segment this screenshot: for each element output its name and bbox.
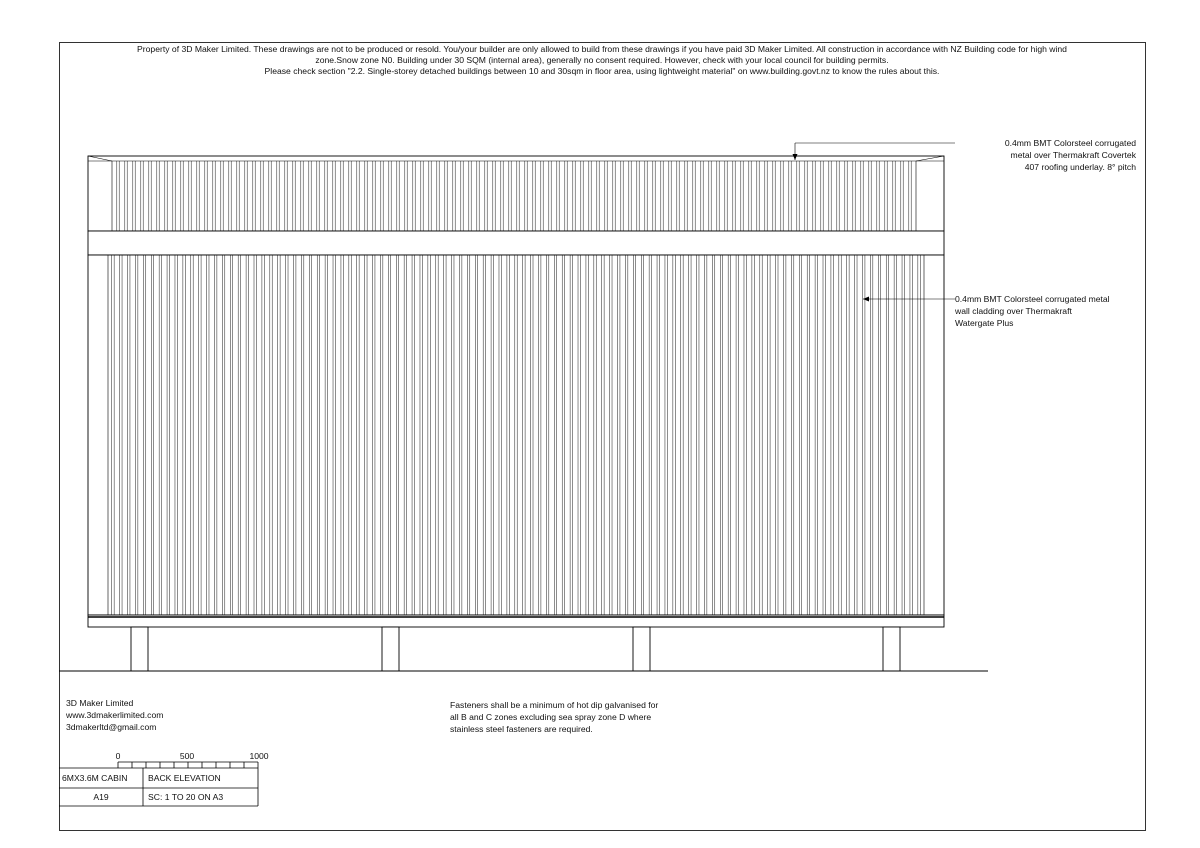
pier: [633, 627, 650, 671]
pier: [382, 627, 399, 671]
pier: [883, 627, 900, 671]
scale-label-1000: 1000: [249, 751, 269, 761]
title-scale: SC: 1 TO 20 ON A3: [148, 792, 224, 802]
roof-annotation-line-1: 0.4mm BMT Colorsteel corrugated: [1004, 138, 1136, 148]
wall-annotation-line-2: wall cladding over Thermakraft: [955, 306, 1072, 316]
title-view: BACK ELEVATION: [148, 773, 221, 783]
fastener-note-line-2: all B and C zones excluding sea spray zone D where: [450, 712, 652, 722]
piers: [131, 627, 900, 671]
scale-label-500: 500: [179, 751, 195, 761]
scale-bar: [118, 762, 258, 768]
company-email: 3dmakerltd@gmail.com: [66, 722, 157, 732]
title-project: 6MX3.6M CABIN: [62, 773, 128, 783]
fascia-band: [88, 231, 944, 255]
roof-outline: [88, 156, 944, 231]
header-note-line-2: zone.Snow zone N0. Building under 30 SQM (internal area), generally no consent required. However, check with your local council for building permits.: [315, 55, 889, 65]
pier: [131, 627, 148, 671]
company-name: 3D Maker Limited: [66, 698, 134, 708]
wall-annotation-line-1: 0.4mm BMT Colorsteel corrugated metal: [955, 294, 1110, 304]
roof-annotation-line-3: 407 roofing underlay. 8° pitch: [1024, 162, 1136, 172]
header-note-line-3: Please check section "2.2. Single-storey detached buildings between 10 and 30sqm in floor area, using lightweight material" on www.building.govt.nz to know the rules about this.: [264, 66, 940, 76]
scale-label-0: 0: [115, 751, 121, 761]
wall-outline: [88, 255, 944, 615]
fastener-note-line-1: Fasteners shall be a minimum of hot dip galvanised for: [450, 700, 659, 710]
wall-panel: [88, 255, 944, 615]
wall-annotation-line-3: Watergate Plus: [955, 318, 1014, 328]
fastener-note-line-3: stainless steel fasteners are required.: [450, 724, 593, 734]
title-sheet-number: A19: [93, 792, 109, 802]
roof-annotation-line-2: metal over Thermakraft Covertek: [1010, 150, 1136, 160]
roof-panel: [88, 156, 944, 231]
header-note-line-1: Property of 3D Maker Limited. These drawings are not to be produced or resold. You/your builder are only allowed to build from these drawings if you have paid 3D Maker Limited. All construction in accordance with NZ Building code for high wind: [137, 44, 1067, 54]
company-website: www.3dmakerlimited.com: [66, 710, 164, 720]
